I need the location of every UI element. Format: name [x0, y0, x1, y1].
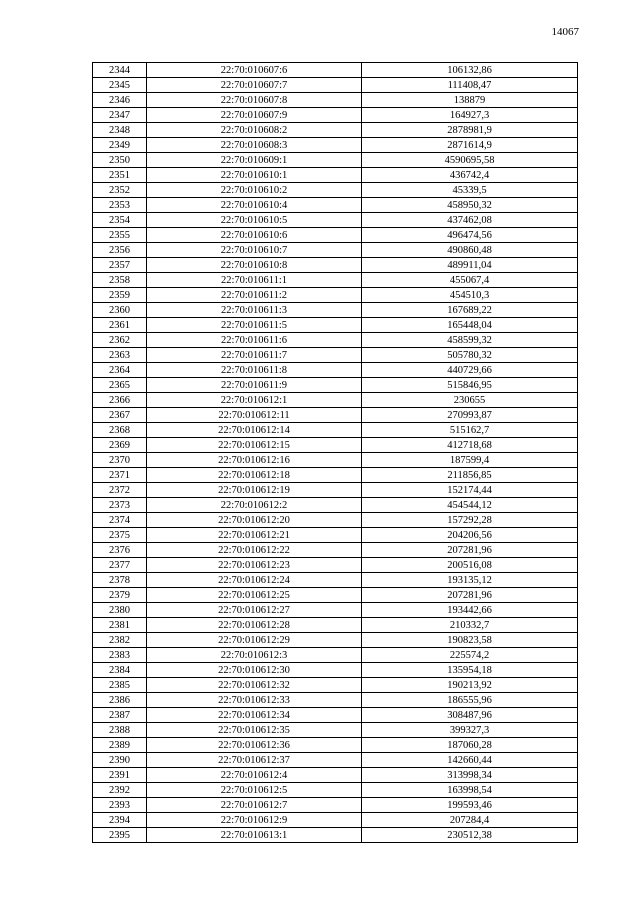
value-cell: 225574,2	[362, 648, 578, 663]
row-number-cell: 2345	[93, 78, 147, 93]
table-row	[93, 423, 578, 438]
cadastral-number-cell: 22:70:010612:37	[147, 753, 362, 768]
row-number-cell: 2378	[93, 573, 147, 588]
page-number: 14067	[551, 26, 579, 38]
table-row	[93, 738, 578, 753]
value-cell: 138879	[362, 93, 578, 108]
cadastral-number-cell: 22:70:010612:3	[147, 648, 362, 663]
row-number-cell: 2388	[93, 723, 147, 738]
cadastral-number-cell: 22:70:010611:8	[147, 363, 362, 378]
cadastral-number-cell: 22:70:010610:1	[147, 168, 362, 183]
value-cell: 187599,4	[362, 453, 578, 468]
table-row	[93, 708, 578, 723]
value-cell: 186555,96	[362, 693, 578, 708]
table-row	[93, 393, 578, 408]
value-cell: 163998,54	[362, 783, 578, 798]
cadastral-number-cell: 22:70:010612:24	[147, 573, 362, 588]
row-number-cell: 2381	[93, 618, 147, 633]
value-cell: 190213,92	[362, 678, 578, 693]
cadastral-number-cell: 22:70:010612:5	[147, 783, 362, 798]
row-number-cell: 2376	[93, 543, 147, 558]
table-row	[93, 303, 578, 318]
table-body	[93, 63, 578, 843]
value-cell: 152174,44	[362, 483, 578, 498]
value-cell: 207281,96	[362, 543, 578, 558]
cadastral-number-cell: 22:70:010612:20	[147, 513, 362, 528]
table-row	[93, 693, 578, 708]
table-row	[93, 783, 578, 798]
row-number-cell: 2394	[93, 813, 147, 828]
cadastral-number-cell: 22:70:010612:34	[147, 708, 362, 723]
row-number-cell: 2373	[93, 498, 147, 513]
value-cell: 167689,22	[362, 303, 578, 318]
value-cell: 313998,34	[362, 768, 578, 783]
table-row	[93, 603, 578, 618]
table-row	[93, 813, 578, 828]
cadastral-number-cell: 22:70:010612:29	[147, 633, 362, 648]
value-cell: 111408,47	[362, 78, 578, 93]
row-number-cell: 2367	[93, 408, 147, 423]
table-row	[93, 183, 578, 198]
row-number-cell: 2379	[93, 588, 147, 603]
cadastral-table	[92, 62, 578, 843]
cadastral-number-cell: 22:70:010612:14	[147, 423, 362, 438]
table-row	[93, 618, 578, 633]
cadastral-number-cell: 22:70:010607:8	[147, 93, 362, 108]
row-number-cell: 2356	[93, 243, 147, 258]
cadastral-number-cell: 22:70:010612:15	[147, 438, 362, 453]
row-number-cell: 2391	[93, 768, 147, 783]
table-row	[93, 108, 578, 123]
row-number-cell: 2385	[93, 678, 147, 693]
table-row	[93, 348, 578, 363]
value-cell: 211856,85	[362, 468, 578, 483]
row-number-cell: 2358	[93, 273, 147, 288]
row-number-cell: 2375	[93, 528, 147, 543]
table-row	[93, 798, 578, 813]
row-number-cell: 2390	[93, 753, 147, 768]
cadastral-number-cell: 22:70:010612:18	[147, 468, 362, 483]
row-number-cell: 2346	[93, 93, 147, 108]
row-number-cell: 2389	[93, 738, 147, 753]
table-row	[93, 138, 578, 153]
row-number-cell: 2377	[93, 558, 147, 573]
cadastral-number-cell: 22:70:010613:1	[147, 828, 362, 843]
value-cell: 193135,12	[362, 573, 578, 588]
value-cell: 230512,38	[362, 828, 578, 843]
value-cell: 210332,7	[362, 618, 578, 633]
row-number-cell: 2364	[93, 363, 147, 378]
cadastral-number-cell: 22:70:010610:5	[147, 213, 362, 228]
table-row	[93, 648, 578, 663]
table-row	[93, 258, 578, 273]
value-cell: 187060,28	[362, 738, 578, 753]
cadastral-number-cell: 22:70:010612:36	[147, 738, 362, 753]
value-cell: 199593,46	[362, 798, 578, 813]
cadastral-number-cell: 22:70:010609:1	[147, 153, 362, 168]
row-number-cell: 2380	[93, 603, 147, 618]
cadastral-number-cell: 22:70:010611:6	[147, 333, 362, 348]
table-row	[93, 273, 578, 288]
value-cell: 437462,08	[362, 213, 578, 228]
table-row	[93, 513, 578, 528]
table-row	[93, 768, 578, 783]
table-row	[93, 633, 578, 648]
cadastral-number-cell: 22:70:010612:28	[147, 618, 362, 633]
table-row	[93, 228, 578, 243]
table-row	[93, 573, 578, 588]
cadastral-number-cell: 22:70:010611:5	[147, 318, 362, 333]
row-number-cell: 2370	[93, 453, 147, 468]
value-cell: 412718,68	[362, 438, 578, 453]
row-number-cell: 2361	[93, 318, 147, 333]
value-cell: 142660,44	[362, 753, 578, 768]
value-cell: 436742,4	[362, 168, 578, 183]
table-row	[93, 678, 578, 693]
table-row	[93, 483, 578, 498]
table-row	[93, 123, 578, 138]
cadastral-number-cell: 22:70:010608:2	[147, 123, 362, 138]
table-row	[93, 168, 578, 183]
row-number-cell: 2374	[93, 513, 147, 528]
row-number-cell: 2351	[93, 168, 147, 183]
row-number-cell: 2363	[93, 348, 147, 363]
value-cell: 458950,32	[362, 198, 578, 213]
value-cell: 190823,58	[362, 633, 578, 648]
cadastral-number-cell: 22:70:010612:1	[147, 393, 362, 408]
table-row	[93, 543, 578, 558]
row-number-cell: 2347	[93, 108, 147, 123]
cadastral-number-cell: 22:70:010612:2	[147, 498, 362, 513]
cadastral-number-cell: 22:70:010612:33	[147, 693, 362, 708]
table-row	[93, 408, 578, 423]
row-number-cell: 2395	[93, 828, 147, 843]
row-number-cell: 2348	[93, 123, 147, 138]
row-number-cell: 2366	[93, 393, 147, 408]
cadastral-number-cell: 22:70:010611:1	[147, 273, 362, 288]
table-row	[93, 78, 578, 93]
value-cell: 207284,4	[362, 813, 578, 828]
value-cell: 164927,3	[362, 108, 578, 123]
value-cell: 515162,7	[362, 423, 578, 438]
cadastral-number-cell: 22:70:010612:22	[147, 543, 362, 558]
table-row	[93, 243, 578, 258]
table-row	[93, 153, 578, 168]
row-number-cell: 2349	[93, 138, 147, 153]
table-row	[93, 588, 578, 603]
value-cell: 106132,86	[362, 63, 578, 78]
value-cell: 455067,4	[362, 273, 578, 288]
table-row	[93, 333, 578, 348]
row-number-cell: 2382	[93, 633, 147, 648]
table-row	[93, 288, 578, 303]
row-number-cell: 2371	[93, 468, 147, 483]
cadastral-number-cell: 22:70:010611:2	[147, 288, 362, 303]
cadastral-number-cell: 22:70:010611:9	[147, 378, 362, 393]
value-cell: 230655	[362, 393, 578, 408]
value-cell: 135954,18	[362, 663, 578, 678]
value-cell: 308487,96	[362, 708, 578, 723]
table-row	[93, 528, 578, 543]
cadastral-number-cell: 22:70:010611:3	[147, 303, 362, 318]
cadastral-number-cell: 22:70:010610:6	[147, 228, 362, 243]
row-number-cell: 2360	[93, 303, 147, 318]
cadastral-number-cell: 22:70:010608:3	[147, 138, 362, 153]
row-number-cell: 2344	[93, 63, 147, 78]
value-cell: 489911,04	[362, 258, 578, 273]
cadastral-number-cell: 22:70:010610:4	[147, 198, 362, 213]
cadastral-number-cell: 22:70:010607:6	[147, 63, 362, 78]
row-number-cell: 2357	[93, 258, 147, 273]
table-row	[93, 318, 578, 333]
row-number-cell: 2362	[93, 333, 147, 348]
cadastral-number-cell: 22:70:010612:4	[147, 768, 362, 783]
row-number-cell: 2354	[93, 213, 147, 228]
row-number-cell: 2369	[93, 438, 147, 453]
table-row	[93, 753, 578, 768]
row-number-cell: 2353	[93, 198, 147, 213]
cadastral-number-cell: 22:70:010612:19	[147, 483, 362, 498]
table-row	[93, 828, 578, 843]
cadastral-number-cell: 22:70:010612:11	[147, 408, 362, 423]
value-cell: 454544,12	[362, 498, 578, 513]
row-number-cell: 2350	[93, 153, 147, 168]
value-cell: 399327,3	[362, 723, 578, 738]
cadastral-number-cell: 22:70:010612:25	[147, 588, 362, 603]
table-row	[93, 468, 578, 483]
value-cell: 157292,28	[362, 513, 578, 528]
value-cell: 505780,32	[362, 348, 578, 363]
value-cell: 490860,48	[362, 243, 578, 258]
value-cell: 515846,95	[362, 378, 578, 393]
cadastral-number-cell: 22:70:010612:7	[147, 798, 362, 813]
value-cell: 193442,66	[362, 603, 578, 618]
row-number-cell: 2355	[93, 228, 147, 243]
value-cell: 496474,56	[362, 228, 578, 243]
row-number-cell: 2393	[93, 798, 147, 813]
row-number-cell: 2352	[93, 183, 147, 198]
cadastral-number-cell: 22:70:010612:32	[147, 678, 362, 693]
value-cell: 204206,56	[362, 528, 578, 543]
table-row	[93, 63, 578, 78]
row-number-cell: 2387	[93, 708, 147, 723]
table-row	[93, 453, 578, 468]
value-cell: 45339,5	[362, 183, 578, 198]
cadastral-number-cell: 22:70:010607:9	[147, 108, 362, 123]
cadastral-number-cell: 22:70:010612:30	[147, 663, 362, 678]
value-cell: 454510,3	[362, 288, 578, 303]
value-cell: 4590695,58	[362, 153, 578, 168]
table-row	[93, 663, 578, 678]
row-number-cell: 2359	[93, 288, 147, 303]
row-number-cell: 2368	[93, 423, 147, 438]
row-number-cell: 2365	[93, 378, 147, 393]
cadastral-number-cell: 22:70:010612:23	[147, 558, 362, 573]
cadastral-number-cell: 22:70:010612:16	[147, 453, 362, 468]
cadastral-number-cell: 22:70:010610:8	[147, 258, 362, 273]
value-cell: 165448,04	[362, 318, 578, 333]
table-row	[93, 198, 578, 213]
value-cell: 2871614,9	[362, 138, 578, 153]
row-number-cell: 2384	[93, 663, 147, 678]
cadastral-number-cell: 22:70:010612:27	[147, 603, 362, 618]
value-cell: 270993,87	[362, 408, 578, 423]
row-number-cell: 2383	[93, 648, 147, 663]
table-row	[93, 498, 578, 513]
table-row	[93, 723, 578, 738]
row-number-cell: 2372	[93, 483, 147, 498]
table-row	[93, 93, 578, 108]
cadastral-number-cell: 22:70:010612:9	[147, 813, 362, 828]
table-row	[93, 363, 578, 378]
table-row	[93, 558, 578, 573]
cadastral-number-cell: 22:70:010611:7	[147, 348, 362, 363]
table-row	[93, 438, 578, 453]
value-cell: 2878981,9	[362, 123, 578, 138]
cadastral-number-cell: 22:70:010610:7	[147, 243, 362, 258]
cadastral-number-cell: 22:70:010612:21	[147, 528, 362, 543]
value-cell: 200516,08	[362, 558, 578, 573]
cadastral-number-cell: 22:70:010607:7	[147, 78, 362, 93]
table-row	[93, 378, 578, 393]
cadastral-number-cell: 22:70:010612:35	[147, 723, 362, 738]
value-cell: 458599,32	[362, 333, 578, 348]
value-cell: 440729,66	[362, 363, 578, 378]
value-cell: 207281,96	[362, 588, 578, 603]
table-row	[93, 213, 578, 228]
row-number-cell: 2386	[93, 693, 147, 708]
cadastral-number-cell: 22:70:010610:2	[147, 183, 362, 198]
row-number-cell: 2392	[93, 783, 147, 798]
